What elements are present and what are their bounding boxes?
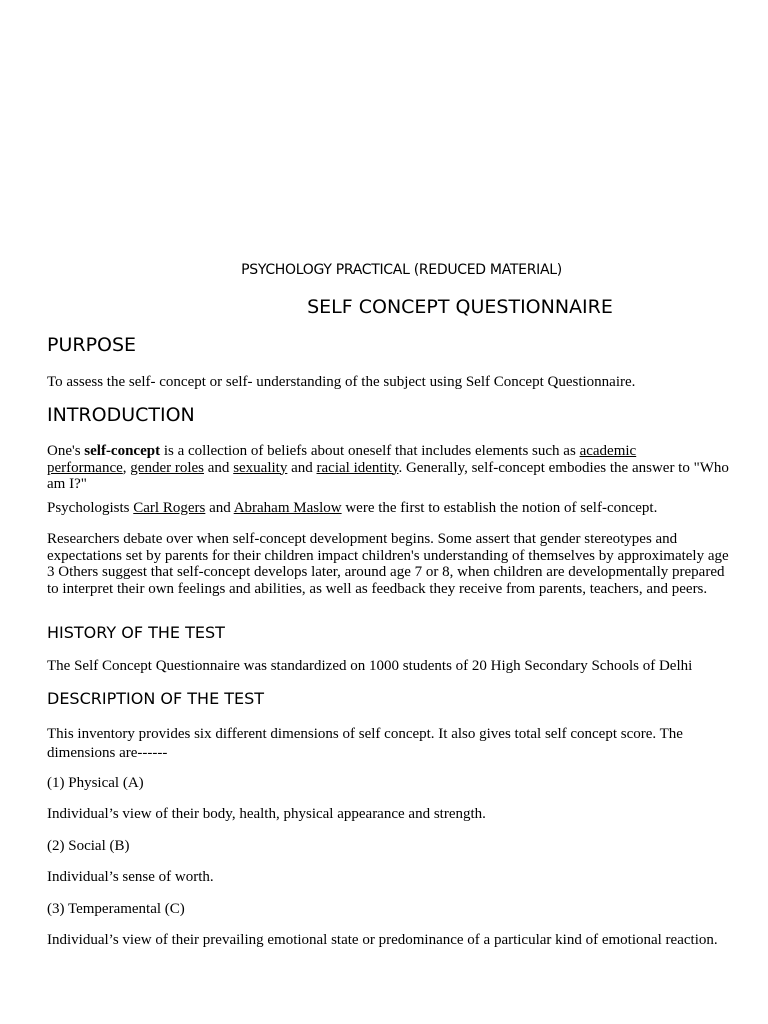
course-title: PSYCHOLOGY PRACTICAL (REDUCED MATERIAL) xyxy=(241,262,562,278)
intro-text: were the first to establish the notion of self-concept. xyxy=(341,500,658,516)
purpose-text: To assess the self- concept or self- understanding of the subject using Self Concept Questionnaire. xyxy=(47,374,636,390)
dimension-description: Individual’s sense of worth. xyxy=(47,869,214,885)
description-intro xyxy=(47,725,747,763)
self-concept-term: self-concept xyxy=(84,443,161,459)
gender-roles-link[interactable]: gender roles xyxy=(130,459,205,476)
introduction-paragraph-3: Researchers debate over when self-concept development begins. Some assert that gender stereotypes and expectations set by parents for their children impact children's understanding of themselves by approximately age 3 Others suggest that self-concept develops later, around age 7 or 8, when children are developmentally prepared to interpret their own feelings and abilities, as well as feedback they receive from parents, teachers, and peers. xyxy=(47,531,729,597)
intro-text: and xyxy=(204,459,234,476)
intro-text: Psychologists xyxy=(47,500,134,516)
intro-text: One's xyxy=(47,443,85,459)
introduction-heading: INTRODUCTION xyxy=(47,404,195,426)
description-intro-line: This inventory provides six different dimensions of self concept. It also gives total self concept score. The xyxy=(47,726,683,742)
abraham-maslow-link[interactable]: Abraham Maslow xyxy=(233,500,342,516)
intro-text: is a collection of beliefs about oneself that includes elements such as xyxy=(160,443,580,459)
document-title: SELF CONCEPT QUESTIONNAIRE xyxy=(307,296,613,318)
dimension-description: Individual’s view of their body, health, physical appearance and strength. xyxy=(47,806,486,822)
academic-link[interactable]: academic xyxy=(579,443,637,459)
dimension-label: (2) Social (B) xyxy=(47,838,130,854)
performance-link[interactable]: performance xyxy=(47,459,123,476)
introduction-paragraph-2 xyxy=(47,500,747,517)
intro-text: . Generally, self-concept embodies the answer to "Who am I?" xyxy=(47,459,729,492)
sexuality-link[interactable]: sexuality xyxy=(233,459,288,476)
purpose-heading: PURPOSE xyxy=(47,334,137,356)
carl-rogers-link[interactable]: Carl Rogers xyxy=(133,500,206,516)
intro-text: and xyxy=(287,459,317,476)
history-heading: HISTORY OF THE TEST xyxy=(47,623,225,642)
intro-text: , xyxy=(122,459,131,476)
description-heading: DESCRIPTION OF THE TEST xyxy=(47,689,265,708)
intro-text: and xyxy=(205,500,234,516)
dimension-description: Individual’s view of their prevailing emotional state or predominance of a particular kind of emotional reaction. xyxy=(47,932,718,948)
dimension-label: (3) Temperamental (C) xyxy=(47,901,185,917)
description-intro-line: dimensions are------ xyxy=(47,745,168,761)
introduction-paragraph-1 xyxy=(47,443,747,493)
dimension-label: (1) Physical (A) xyxy=(47,775,144,791)
history-text: The Self Concept Questionnaire was standardized on 1000 students of 20 High Secondary Schools of Delhi xyxy=(47,658,693,674)
racial-identity-link[interactable]: racial identity xyxy=(316,459,399,476)
